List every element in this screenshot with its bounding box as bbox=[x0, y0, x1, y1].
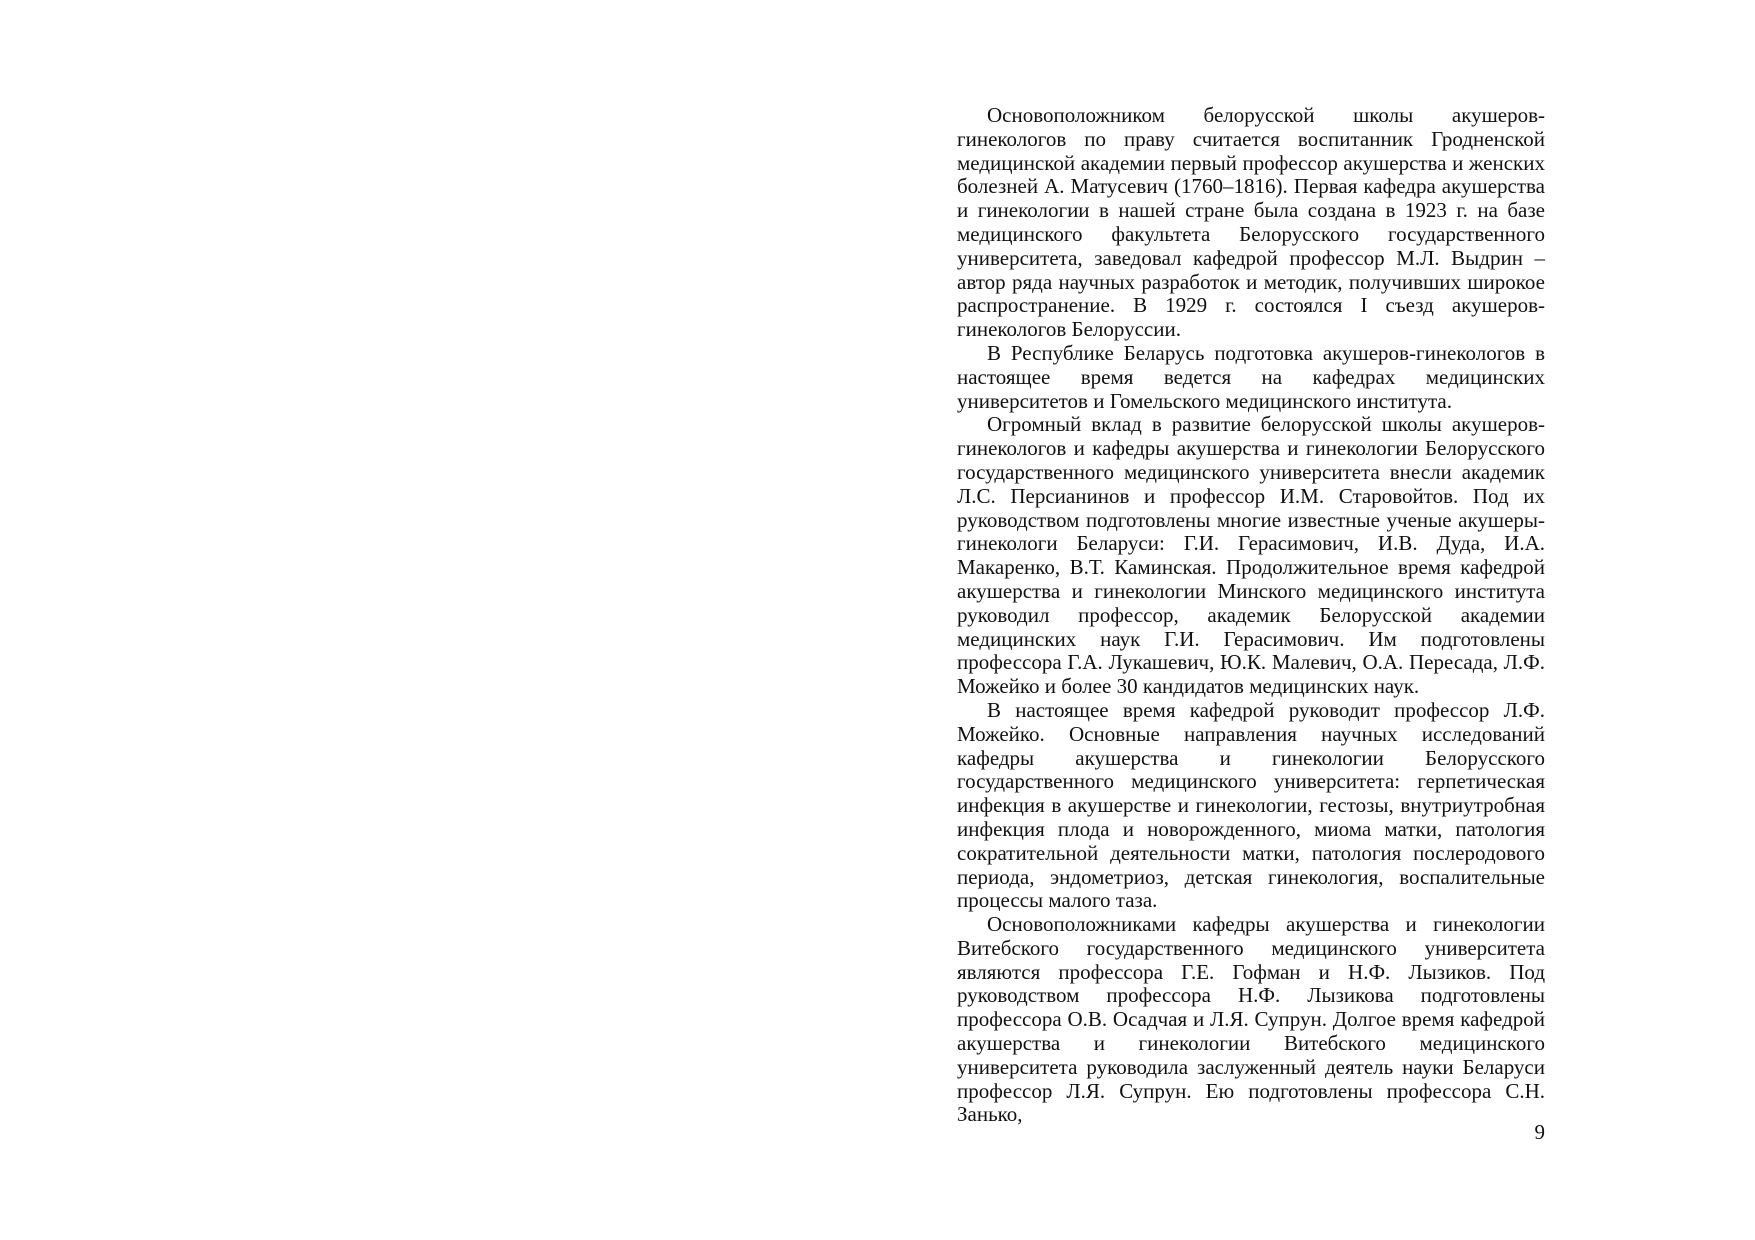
left-blank-page bbox=[0, 0, 877, 1240]
page-number: 9 bbox=[1534, 1120, 1545, 1144]
paragraph-1: Основоположником белорусской школы акушеров-гинекологов по праву считается воспитанник Гродненской медицинской академии первый профессор акушерства и женских болезней А. Матусевич (1760–1816). Первая кафедра акушерства и гинекологии в нашей стране была создана в 1923 г. на базе медицинского факультета Белорусского государственного университета, заведовал кафедрой профессор М.Л. Выдрин – автор ряда научных разработок и методик, получивших широкое распространение. В 1929 г. состоялся I съезд акушеров-гинекологов Белоруссии. bbox=[957, 103, 1545, 342]
paragraph-5: Основоположниками кафедры акушерства и гинекологии Витебского государственного медицинского университета являются профессора Г.Е. Гофман и Н.Ф. Лызиков. Под руководством профессора Н.Ф. Лызикова подготовлены профессора О.В. Осадчая и Л.Я. Супрун. Долгое время кафедрой акушерства и гинекологии Витебского медицинского университета руководила заслуженный деятель науки Беларуси профессор Л.Я. Супрун. Ею подготовлены профессора С.Н. Занько, bbox=[957, 912, 1545, 1127]
right-page bbox=[877, 0, 1755, 1240]
body-text bbox=[957, 104, 1545, 1127]
paragraph-4: В настоящее время кафедрой руководит профессор Л.Ф. Можейко. Основные направления научных исследований кафедры акушерства и гинекологии Белорусского государственного медицинского университета: герпетическая инфекция в акушерстве и гинекологии, гестозы, внутриутробная инфекция плода и новорожденного, миома матки, патология сократительной деятельности матки, патология послеродового периода, эндометриоз, детская гинекология, воспалительные процессы малого таза. bbox=[957, 697, 1545, 913]
paragraph-2: В Республике Беларусь подготовка акушеров-гинекологов в настоящее время ведется на кафедрах медицинских университетов и Гомельского медицинского института. bbox=[957, 340, 1545, 413]
paragraph-3: Огромный вклад в развитие белорусской школы акушеров-гинекологов и кафедры акушерства и гинекологии Белорусского государственного медицинского университета внесли академик Л.С. Персианинов и профессор И.М. Старовойтов. Под их руководством подготовлены многие известные ученые акушеры-гинекологи Беларуси: Г.И. Герасимович, И.В. Дуда, И.А. Макаренко, В.Т. Каминская. Продолжительное время кафедрой акушерства и гинекологии Минского медицинского института руководил профессор, академик Белорусской академии медицинских наук Г.И. Герасимович. Им подготовлены профессора Г.А. Лукашевич, Ю.К. Малевич, О.А. Пересада, Л.Ф. Можейко и более 30 кандидатов медицинских наук. bbox=[957, 412, 1545, 699]
